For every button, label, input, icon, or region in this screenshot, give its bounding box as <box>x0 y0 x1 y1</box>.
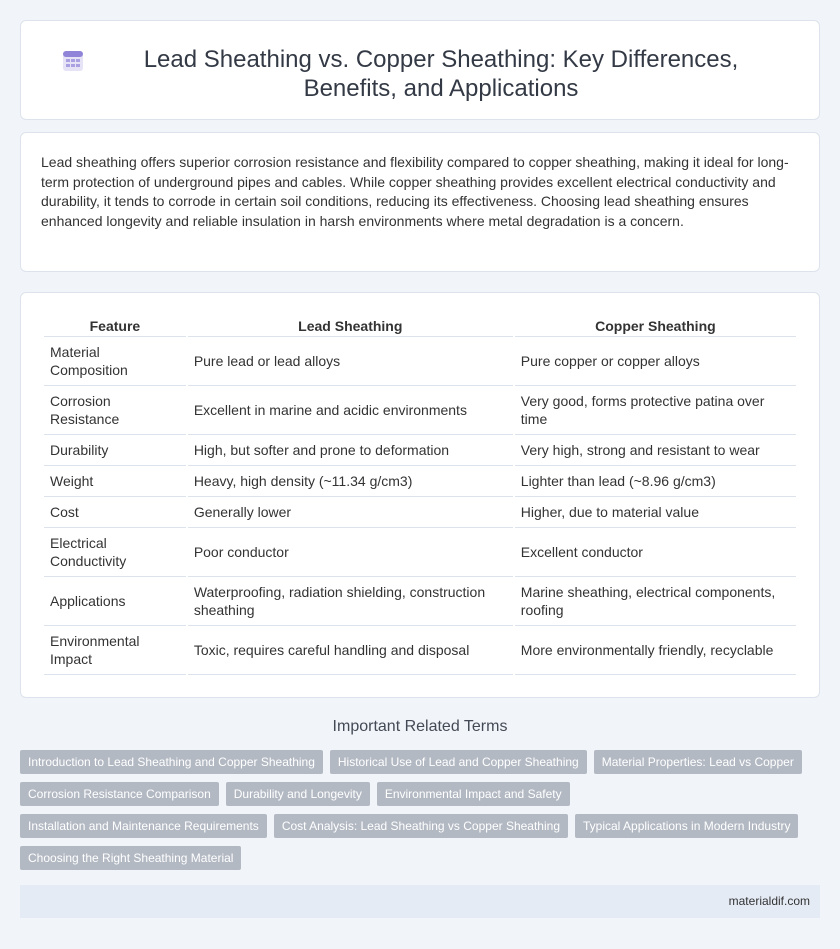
feature-cell: Cost <box>44 497 186 528</box>
table-row <box>44 435 796 466</box>
feature-cell: Weight <box>44 466 186 497</box>
feature-cell: Durability <box>44 435 186 466</box>
lead-cell: High, but softer and prone to deformation <box>188 435 513 466</box>
table-header-row <box>44 311 796 337</box>
copper-cell: Very high, strong and resistant to wear <box>515 435 796 466</box>
table-row <box>44 528 796 577</box>
table-row <box>44 466 796 497</box>
related-terms-title: Important Related Terms <box>332 718 508 735</box>
feature-cell: Applications <box>44 577 186 626</box>
related-tag[interactable]: Durability and Longevity <box>226 782 370 806</box>
footer-site-link[interactable]: materialdif.com <box>728 894 810 908</box>
lead-cell: Pure lead or lead alloys <box>188 337 513 386</box>
copper-cell: More environmentally friendly, recyclable <box>515 626 796 675</box>
lead-cell: Generally lower <box>188 497 513 528</box>
table-row <box>44 337 796 386</box>
lead-cell: Waterproofing, radiation shielding, construction sheathing <box>188 577 513 626</box>
copper-cell: Higher, due to material value <box>515 497 796 528</box>
feature-cell: Material Composition <box>44 337 186 386</box>
header-feature: Feature <box>44 311 186 337</box>
related-tag[interactable]: Typical Applications in Modern Industry <box>575 814 798 838</box>
related-tag[interactable]: Installation and Maintenance Requirements <box>20 814 267 838</box>
table-row <box>44 626 796 675</box>
table-icon <box>61 49 85 73</box>
feature-cell: Corrosion Resistance <box>44 386 186 435</box>
lead-cell: Toxic, requires careful handling and disposal <box>188 626 513 675</box>
copper-cell: Very good, forms protective patina over time <box>515 386 796 435</box>
comparison-table <box>42 311 798 675</box>
related-tag[interactable]: Cost Analysis: Lead Sheathing vs Copper Sheathing <box>274 814 568 838</box>
tag-row <box>20 750 820 774</box>
title-card <box>20 20 820 120</box>
related-tag[interactable]: Choosing the Right Sheathing Material <box>20 846 241 870</box>
intro-text: Lead sheathing offers superior corrosion resistance and flexibility compared to copper sheathing, making it ideal for long-term protection of underground pipes and cables. While copper sheathing provides excellent electrical conductivity and durability, it tends to corrode in certain soil conditions, reducing its effectiveness. Choosing lead sheathing ensures enhanced longevity and reliable insulation in harsh environments where metal degradation is a concern. <box>41 154 789 230</box>
lead-cell: Heavy, high density (~11.34 g/cm3) <box>188 466 513 497</box>
copper-cell: Pure copper or copper alloys <box>515 337 796 386</box>
table-row <box>44 386 796 435</box>
table-row <box>44 577 796 626</box>
lead-cell: Excellent in marine and acidic environments <box>188 386 513 435</box>
header-lead: Lead Sheathing <box>188 311 513 337</box>
related-tag[interactable]: Environmental Impact and Safety <box>377 782 570 806</box>
tag-row <box>20 782 820 806</box>
tag-row <box>20 846 820 870</box>
related-tag[interactable]: Introduction to Lead Sheathing and Copper Sheathing <box>20 750 323 774</box>
intro-card <box>20 132 820 272</box>
related-terms-tags <box>20 750 820 878</box>
feature-cell: Environmental Impact <box>44 626 186 675</box>
footer <box>20 885 820 918</box>
copper-cell: Lighter than lead (~8.96 g/cm3) <box>515 466 796 497</box>
header-copper: Copper Sheathing <box>515 311 796 337</box>
page-title: Lead Sheathing vs. Copper Sheathing: Key Differences, Benefits, and Applications <box>143 46 739 102</box>
lead-cell: Poor conductor <box>188 528 513 577</box>
related-tag[interactable]: Historical Use of Lead and Copper Sheathing <box>330 750 587 774</box>
related-tag[interactable]: Material Properties: Lead vs Copper <box>594 750 802 774</box>
copper-cell: Marine sheathing, electrical components, roofing <box>515 577 796 626</box>
copper-cell: Excellent conductor <box>515 528 796 577</box>
table-row <box>44 497 796 528</box>
related-tag[interactable]: Corrosion Resistance Comparison <box>20 782 219 806</box>
feature-cell: Electrical Conductivity <box>44 528 186 577</box>
tag-row <box>20 814 820 838</box>
comparison-table-card <box>20 292 820 698</box>
